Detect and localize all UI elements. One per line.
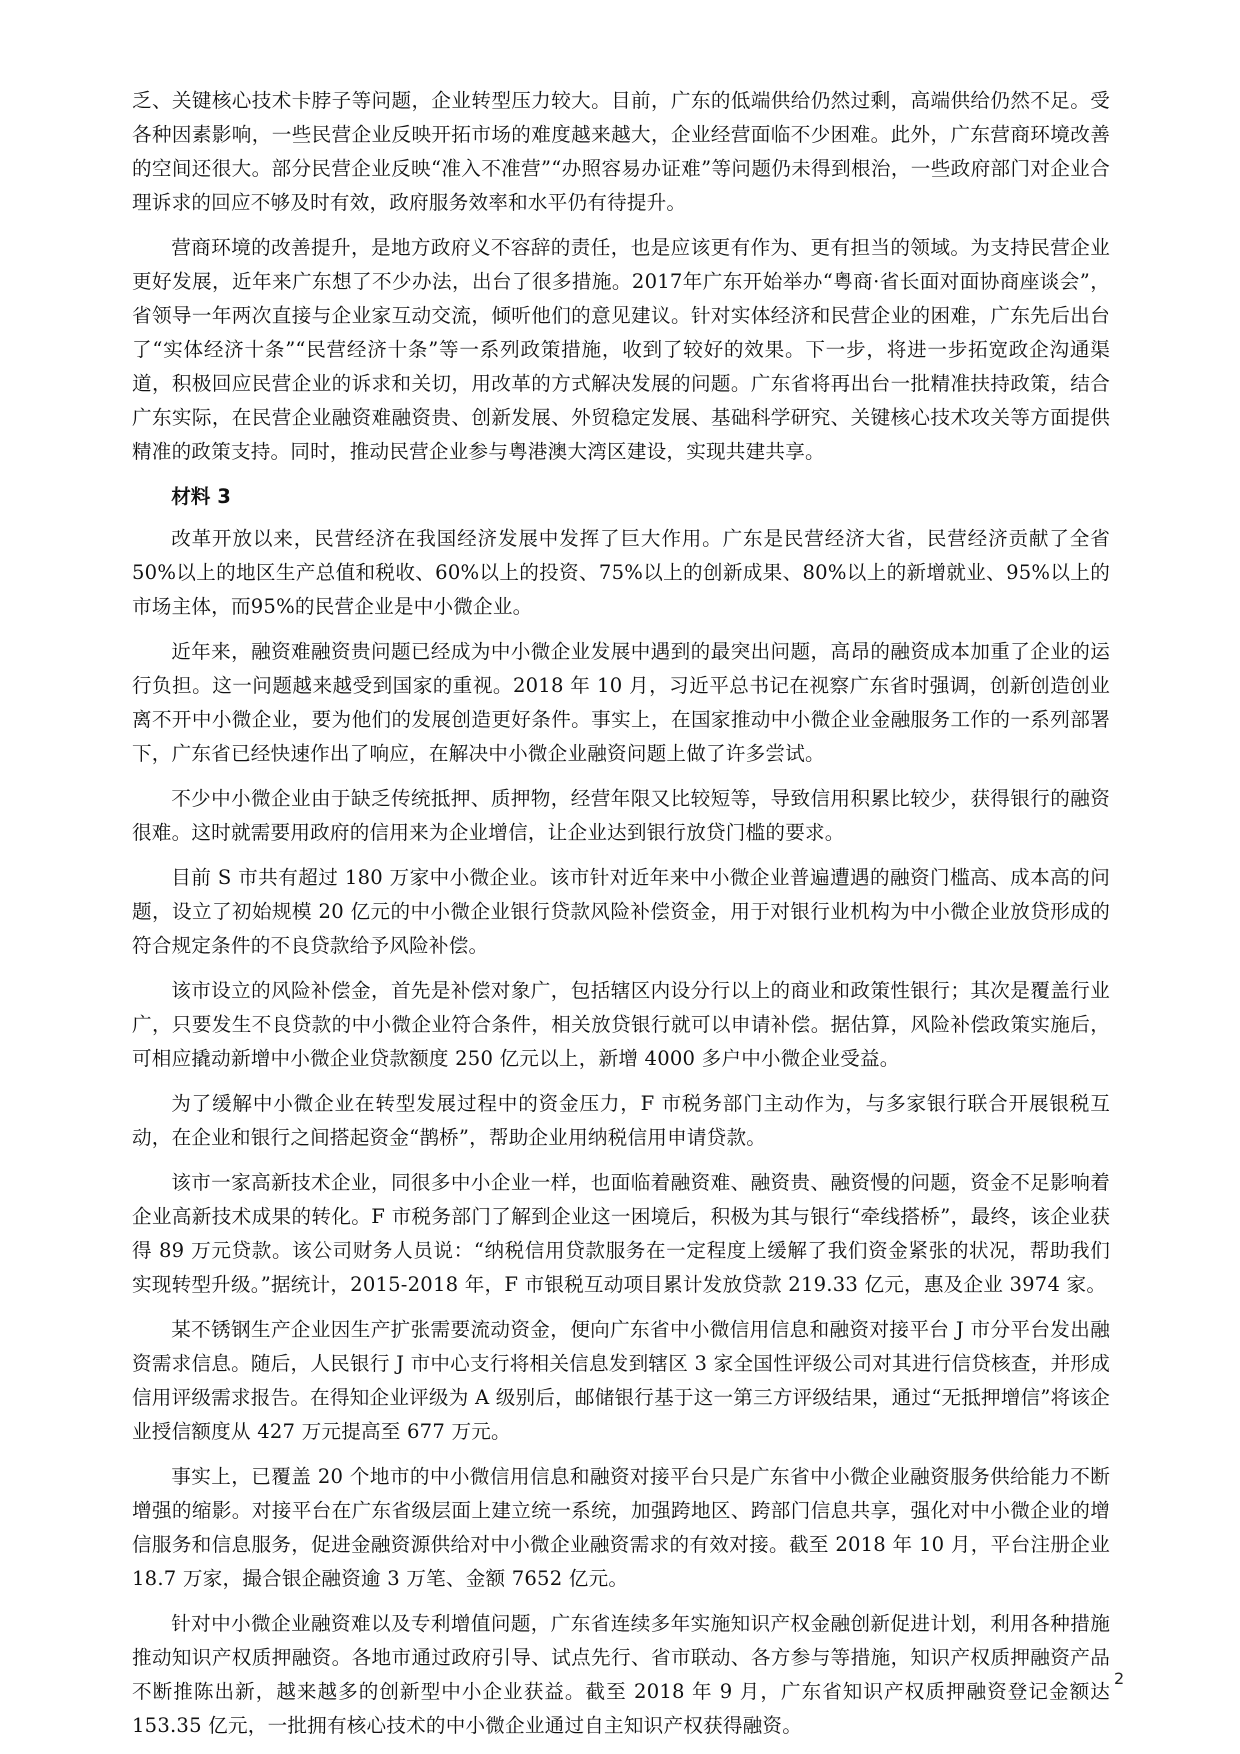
paragraph: 改革开放以来，民营经济在我国经济发展中发挥了巨大作用。广东是民营经济大省，民营经济贡献了全省50%以上的地区生产总值和税收、60%以上的投资、75%以上的创新成果、80%以上的新增就业、95%以上的市场主体，而95%的民营企业是中小微企业。 [132, 527, 1110, 618]
paragraph: 营商环境的改善提升，是地方政府义不容辞的责任，也是应该更有作为、更有担当的领域。为支持民营企业更好发展，近年来广东想了不少办法，出台了很多措施。2017年广东开始举办“粤商·省长面对面协商座谈会”，省领导一年两次直接与企业家互动交流，倾听他们的意见建议。针对实体经济和民营企业的困难，广东先后出台了“实体经济十条”“民营经济十条”等一系列政策措施，收到了较好的效果。下一步，将进一步拓宽政企沟通渠道，积极回应民营企业的诉求和关切，用改革的方式解决发展的问题。广东省将再出台一批精准扶持政策，结合广东实际，在民营企业融资难融资贵、创新发展、外贸稳定发展、基础科学研究、关键核心技术攻关等方面提供精准的政策支持。同时，推动民营企业参与粤港澳大湾区建设，实现共建共享。 [132, 236, 1110, 463]
document-body [132, 84, 1110, 1754]
paragraph: 乏、关键核心技术卡脖子等问题，企业转型压力较大。目前，广东的低端供给仍然过剩，高端供给仍然不足。受各种因素影响，一些民营企业反映开拓市场的难度越来越大，企业经营面临不少困难。此外，广东营商环境改善的空间还很大。部分民营企业反映“准入不准营”“办照容易办证难”等问题仍未得到根治，一些政府部门对企业合理诉求的回应不够及时有效，政府服务效率和水平仍有待提升。 [132, 89, 1110, 214]
section-heading: 材料 3 [171, 485, 231, 508]
paragraph: 事实上，已覆盖 20 个地市的中小微信用信息和融资对接平台只是广东省中小微企业融资服务供给能力不断增强的缩影。对接平台在广东省级层面上建立统一系统，加强跨地区、跨部门信息共享，强化对中小微企业的增信服务和信息服务，促进金融资源供给对中小微企业融资需求的有效对接。截至 2018 年 10 月，平台注册企业 18.7 万家，撮合银企融资逾 3 万笔、金额 7652 亿元。 [132, 1465, 1110, 1590]
paragraph: 目前 S 市共有超过 180 万家中小微企业。该市针对近年来中小微企业普遍遭遇的融资门槛高、成本高的问题，设立了初始规模 20 亿元的中小微企业银行贷款风险补偿资金，用于对银行业机构为中小微企业放贷形成的符合规定条件的不良贷款给予风险补偿。 [132, 866, 1110, 957]
paragraph: 某不锈钢生产企业因生产扩张需要流动资金，便向广东省中小微信用信息和融资对接平台 J 市分平台发出融资需求信息。随后，人民银行 J 市中心支行将相关信息发到辖区 3 家全国性评级公司对其进行信贷核查，并形成信用评级需求报告。在得知企业评级为 A 级别后，邮储银行基于这一第三方评级结果，通过“无抵押增信”将该企业授信额度从 427 万元提高至 677 万元。 [132, 1318, 1110, 1443]
paragraph: 该市一家高新技术企业，同很多中小企业一样，也面临着融资难、融资贵、融资慢的问题，资金不足影响着企业高新技术成果的转化。F 市税务部门了解到企业这一困境后，积极为其与银行“牵线搭桥”，最终，该企业获得 89 万元贷款。该公司财务人员说：“纳税信用贷款服务在一定程度上缓解了我们资金紧张的状况，帮助我们实现转型升级。”据统计，2015-2018 年，F 市银税互动项目累计发放贷款 219.33 亿元，惠及企业 3974 家。 [132, 1171, 1110, 1296]
paragraph: 不少中小微企业由于缺乏传统抵押、质押物，经营年限又比较短等，导致信用积累比较少，获得银行的融资很难。这时就需要用政府的信用来为企业增信，让企业达到银行放贷门槛的要求。 [132, 787, 1110, 844]
paragraph: 近年来，融资难融资贵问题已经成为中小微企业发展中遇到的最突出问题，高昂的融资成本加重了企业的运行负担。这一问题越来越受到国家的重视。2018 年 10 月，习近平总书记在视察广东省时强调，创新创造创业离不开中小微企业，要为他们的发展创造更好条件。事实上，在国家推动中小微企业金融服务工作的一系列部署下，广东省已经快速作出了响应，在解决中小微企业融资问题上做了许多尝试。 [132, 640, 1110, 765]
paragraph: 该市设立的风险补偿金，首先是补偿对象广，包括辖区内设分行以上的商业和政策性银行；其次是覆盖行业广，只要发生不良贷款的中小微企业符合条件，相关放贷银行就可以申请补偿。据估算，风险补偿政策实施后，可相应撬动新增中小微企业贷款额度 250 亿元以上，新增 4000 多户中小微企业受益。 [132, 979, 1110, 1070]
paragraph: 针对中小微企业融资难以及专利增值问题，广东省连续多年实施知识产权金融创新促进计划，利用各种措施推动知识产权质押融资。各地市通过政府引导、试点先行、省市联动、各方参与等措施，知识产权质押融资产品不断推陈出新，越来越多的创新型中小企业获益。截至 2018 年 9 月，广东省知识产权质押融资登记金额达 153.35 亿元，一批拥有核心技术的中小微企业通过自主知识产权获得融资。 [132, 1612, 1110, 1737]
page-number: 2 [1114, 1669, 1125, 1688]
paragraph: 为了缓解中小微企业在转型发展过程中的资金压力，F 市税务部门主动作为，与多家银行联合开展银税互动，在企业和银行之间搭起资金“鹊桥”，帮助企业用纳税信用申请贷款。 [132, 1092, 1110, 1149]
